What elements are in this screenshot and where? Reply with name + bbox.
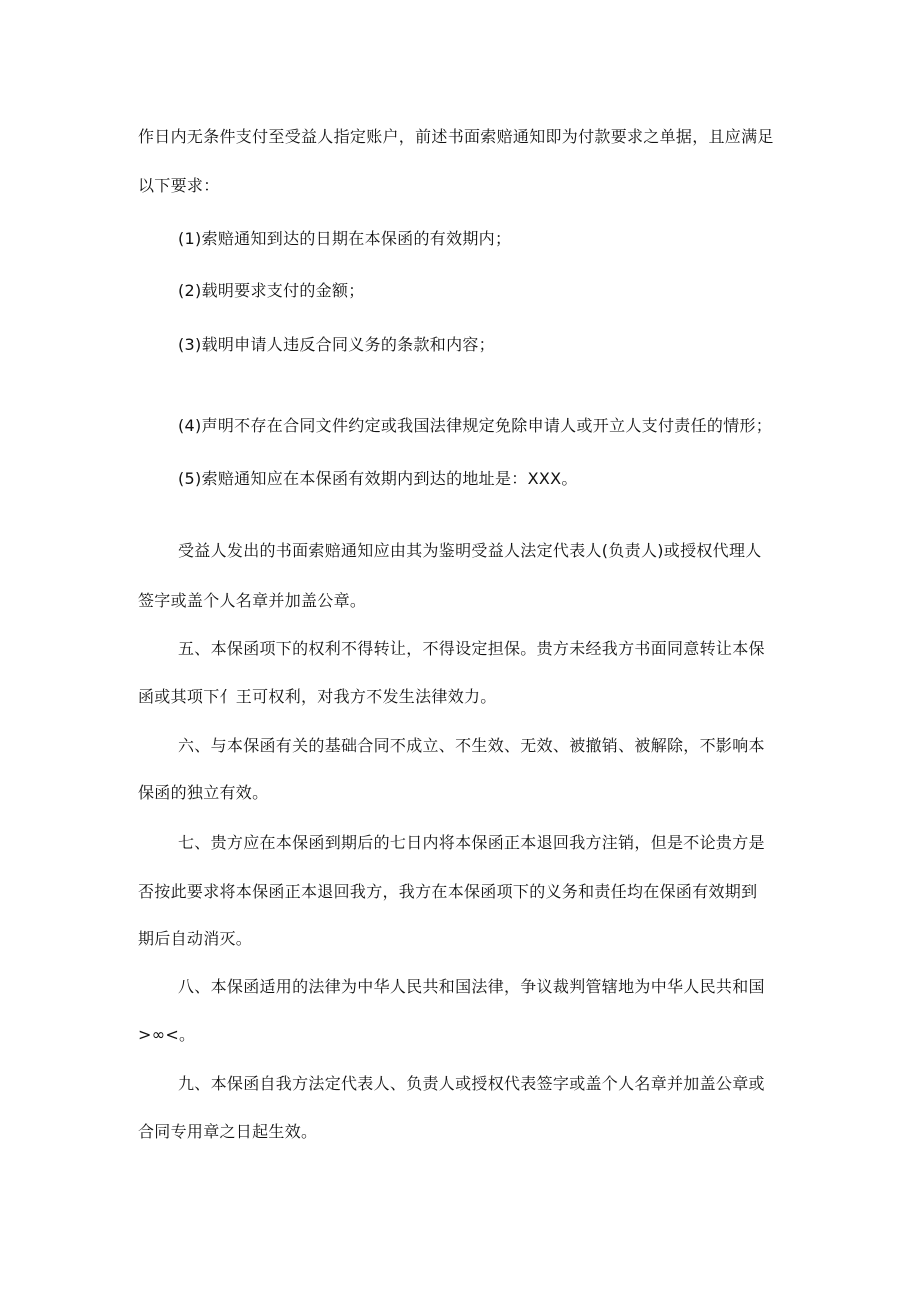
clause-8-line-2: >∞<。 <box>138 1025 196 1044</box>
paragraph-beneficiary-line-2: 签字或盖个人名章并加盖公章。 <box>138 591 367 610</box>
list-item-3: (3)载明申请人违反合同义务的条款和内容； <box>178 335 495 354</box>
clause-9-line-2: 合同专用章之日起生效。 <box>138 1122 318 1141</box>
clause-5-line-1: 五、本保函项下的权利不得转让，不得设定担保。贵方未经我方书面同意转让本保 <box>178 639 765 658</box>
list-item-5: (5)索赔通知应在本保函有效期内到达的地址是：XXX。 <box>178 469 578 488</box>
clause-6-line-1: 六、与本保函有关的基础合同不成立、不生效、无效、被撤销、被解除，不影响本 <box>178 736 765 755</box>
clause-7-line-3: 期后自动消灭。 <box>138 929 253 948</box>
text-line-2: 以下要求： <box>138 176 220 195</box>
paragraph-beneficiary-line-1: 受益人发出的书面索赔通知应由其为鉴明受益人法定代表人(负责人)或授权代理人 <box>178 541 762 560</box>
clause-9-line-1: 九、本保函自我方法定代表人、负责人或授权代表签字或盖个人名章并加盖公章或 <box>178 1074 765 1093</box>
clause-8-line-1: 八、本保函适用的法律为中华人民共和国法律，争议裁判管辖地为中华人民共和国 <box>178 977 765 996</box>
clause-7-line-2: 否按此要求将本保函正本退回我方，我方在本保函项下的义务和责任均在保函有效期到 <box>138 882 758 901</box>
clause-5-line-2: 函或其项下亻王可权利，对我方不发生法律效力。 <box>138 687 497 706</box>
text-line-1: 作日内无条件支付至受益人指定账户，前述书面索赔通知即为付款要求之单据，且应满足 <box>138 127 774 146</box>
clause-6-line-2: 保函的独立有效。 <box>138 783 269 802</box>
list-item-1: (1)索赔通知到达的日期在本保函的有效期内； <box>178 229 512 248</box>
list-item-2: (2)载明要求支付的金额； <box>178 281 365 300</box>
clause-7-line-1: 七、贵方应在本保函到期后的七日内将本保函正本退回我方注销，但是不论贵方是 <box>178 833 765 852</box>
list-item-4: (4)声明不存在合同文件约定或我国法律规定免除申请人或开立人支付责任的情形； <box>178 416 773 435</box>
